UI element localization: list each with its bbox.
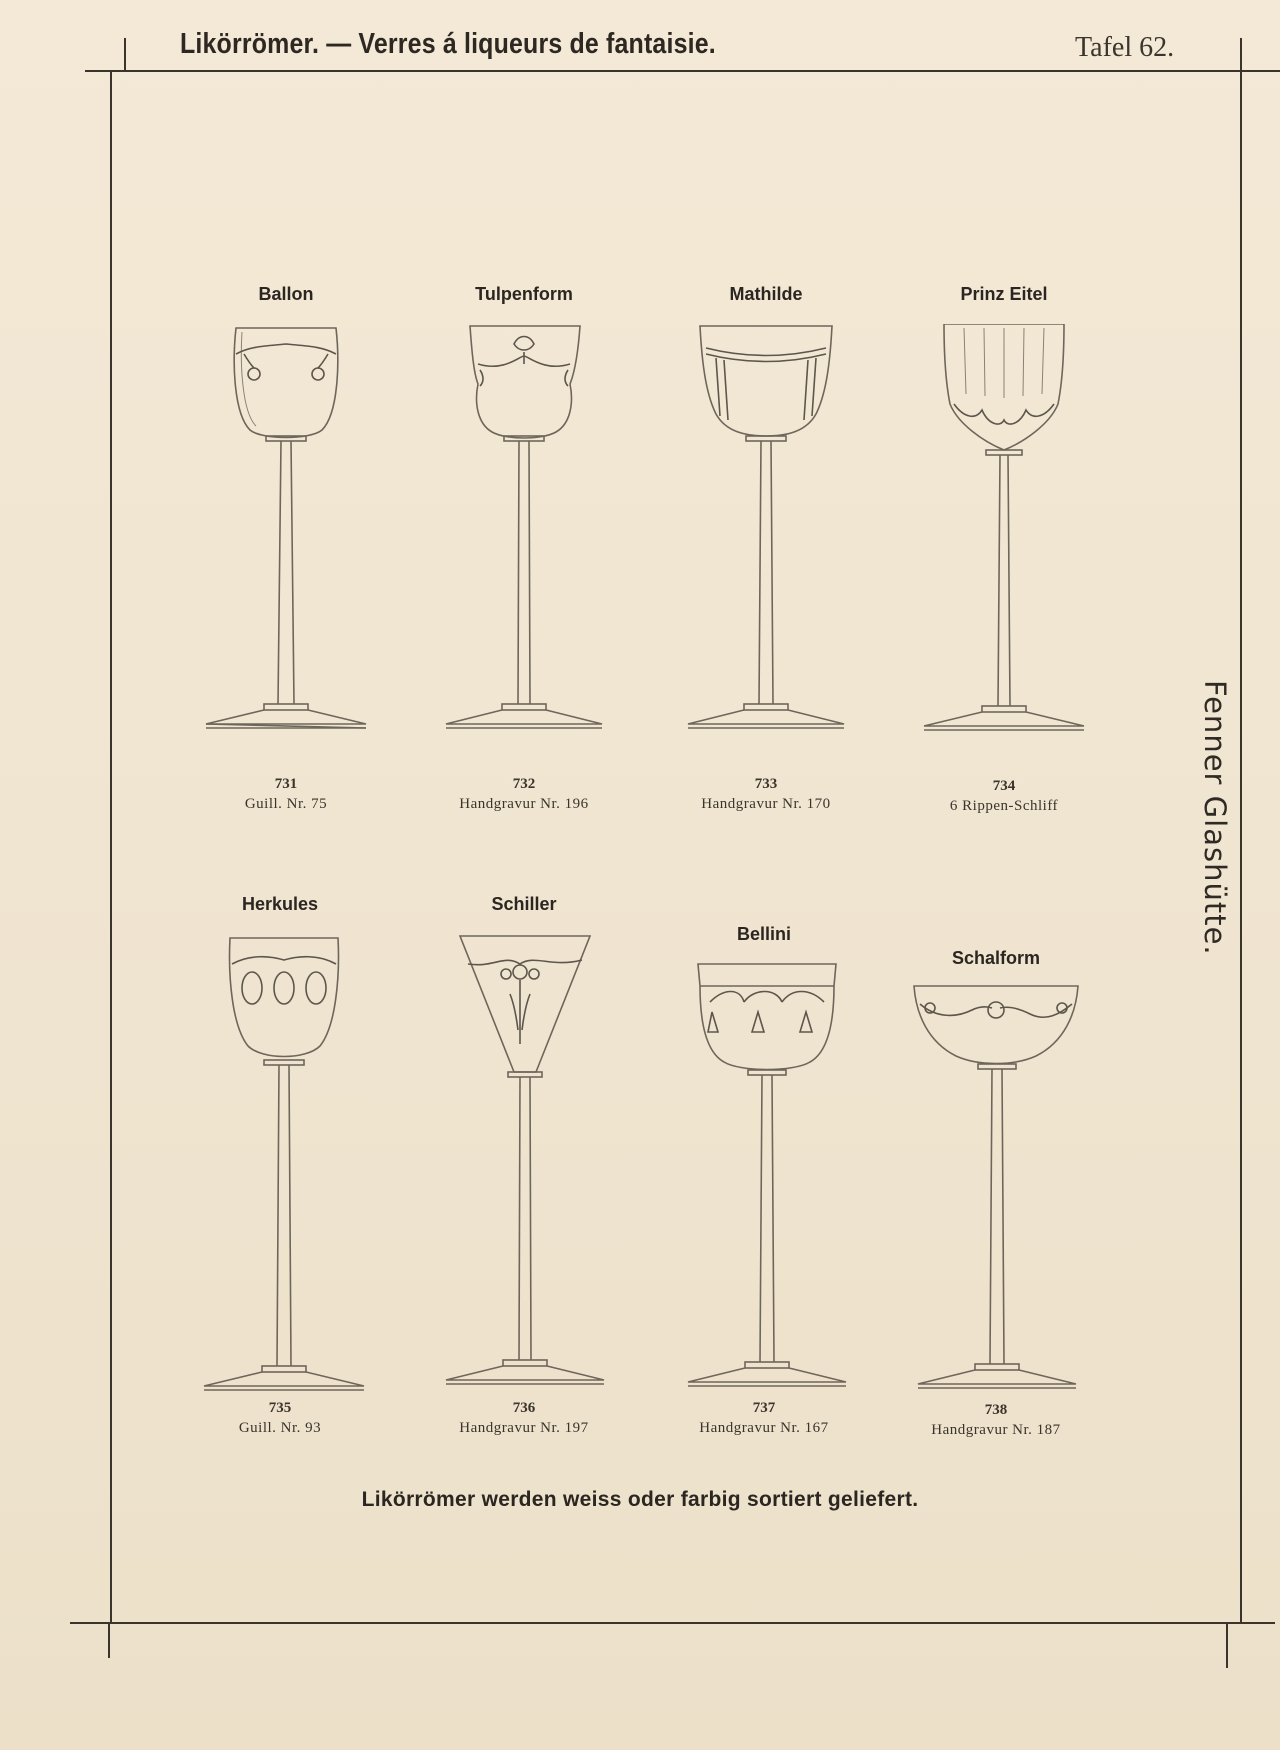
glass-name: Tulpenform — [475, 284, 573, 304]
top-rule — [85, 70, 1280, 72]
glass-number: 735 — [268, 1400, 292, 1416]
schiller-glass-illustration — [424, 934, 624, 1434]
glass-description: Handgravur Nr. 167 — [699, 1420, 829, 1436]
glass-number: 737 — [752, 1400, 776, 1416]
glass-name: Herkules — [241, 894, 319, 914]
glass-name: Schiller — [491, 894, 557, 914]
page-title: Likörrömer. — Verres á liqueurs de fantaisie. — [180, 28, 716, 60]
ballon-glass-illustration — [186, 324, 386, 804]
glass-name: Mathilde — [729, 284, 803, 304]
glass-name: Bellini — [736, 924, 791, 944]
left-border — [110, 72, 112, 1624]
glass-number: 734 — [992, 778, 1016, 794]
tulpenform-glass-illustration — [424, 324, 624, 804]
glass-number: 731 — [274, 776, 298, 792]
glass-number: 738 — [984, 1402, 1008, 1418]
glass-description: Guill. Nr. 75 — [244, 796, 328, 812]
glass-description: Handgravur Nr. 196 — [459, 796, 589, 812]
mathilde-glass-illustration — [666, 324, 866, 804]
prinz-eitel-glass-illustration — [904, 324, 1104, 804]
header-tick-left — [124, 38, 126, 70]
bottom-rule — [70, 1622, 1275, 1624]
right-border — [1240, 72, 1242, 1624]
glass-number: 733 — [754, 776, 778, 792]
glass-name: Schalform — [951, 948, 1041, 968]
glass-description: 6 Rippen-Schliff — [949, 798, 1059, 814]
glass-name: Prinz Eitel — [960, 284, 1048, 304]
footer-tick-right — [1226, 1624, 1228, 1668]
glass-name: Ballon — [258, 284, 314, 304]
herkules-glass-illustration — [180, 936, 380, 1436]
publisher-label: Fenner Glashütte. — [1198, 680, 1232, 956]
bellini-glass-illustration — [664, 962, 864, 1442]
glass-number: 736 — [512, 1400, 536, 1416]
glass-description: Handgravur Nr. 170 — [701, 796, 831, 812]
header-tick-right — [1240, 38, 1242, 70]
glass-description: Guill. Nr. 93 — [238, 1420, 322, 1436]
glass-number: 732 — [512, 776, 536, 792]
footer-note: Likörrömer werden weiss oder farbig sortiert geliefert. — [361, 1488, 919, 1511]
footer-tick-left — [108, 1624, 110, 1658]
plate-number: Tafel 62. — [1075, 32, 1175, 63]
schalform-glass-illustration — [896, 984, 1096, 1444]
glass-description: Handgravur Nr. 187 — [931, 1422, 1061, 1438]
glass-description: Handgravur Nr. 197 — [459, 1420, 589, 1436]
